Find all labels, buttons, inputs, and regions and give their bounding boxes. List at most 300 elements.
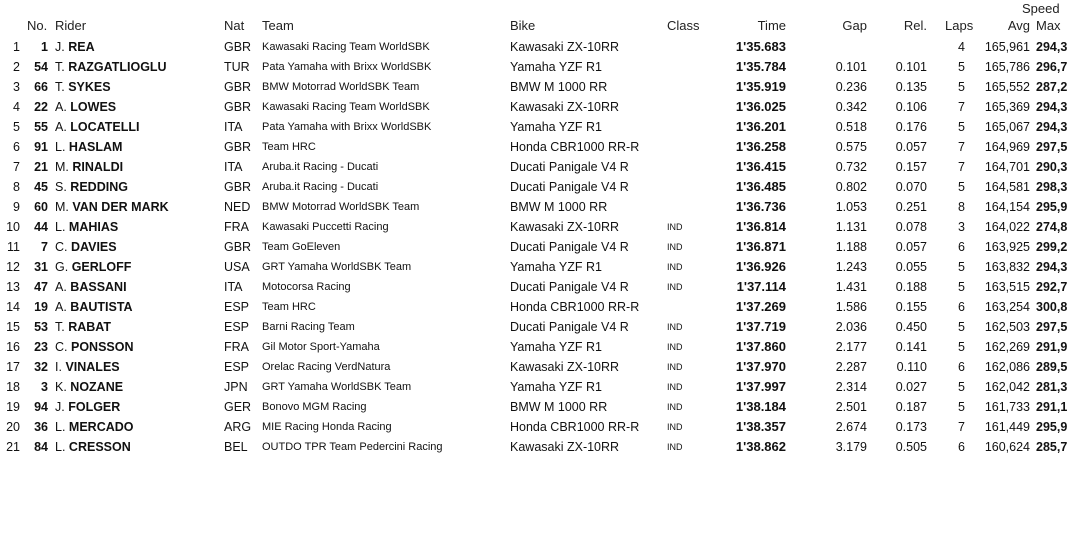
cell-team: Gil Motor Sport-Yamaha [262,341,380,353]
rider-initial: C. [55,340,68,354]
cell-gap: 1.053 [835,200,867,214]
cell-pos: 21 [6,440,20,454]
cell-time: 1'36.485 [735,179,786,194]
rider-initial: K. [55,380,67,394]
cell-rider [55,357,120,377]
cell-laps: 5 [958,260,965,274]
cell-bike: Yamaha YZF R1 [510,260,602,274]
cell-avg: 163,925 [984,240,1030,254]
cell-gap: 2.501 [835,400,867,414]
cell-time: 1'37.860 [735,339,786,354]
cell-gap: 0.518 [835,120,867,134]
cell-no: 21 [34,160,48,174]
table-row [0,157,1080,177]
cell-team: GRT Yamaha WorldSBK Team [262,381,412,393]
table-row [0,237,1080,257]
cell-rider [55,37,95,57]
rider-initial: S. [55,180,67,194]
cell-rider [55,277,127,297]
col-time: Time [757,18,786,33]
cell-avg: 162,086 [984,360,1030,374]
rider-surname: RABAT [68,320,112,334]
cell-no: 54 [34,60,48,74]
cell-time: 1'37.970 [735,359,786,374]
rider-surname: MERCADO [68,420,134,434]
cell-nat: GBR [224,40,252,54]
rider-surname: NOZANE [70,380,124,394]
cell-bike: Kawasaki ZX-10RR [510,40,620,54]
cell-team: Team HRC [262,301,316,313]
cell-no: 47 [34,280,48,294]
table-row [0,137,1080,157]
rider-surname: PONSSON [70,340,134,354]
cell-rider [55,437,131,457]
cell-no: 23 [34,340,48,354]
cell-avg: 163,254 [984,300,1030,314]
cell-gap: 1.188 [835,240,867,254]
cell-max: 300,8 [1036,300,1068,314]
col-gap: Gap [842,18,867,33]
cell-bike: Honda CBR1000 RR-R [510,300,640,314]
cell-rel: 0.078 [895,220,927,234]
speed-header: Speed [1022,1,1060,16]
cell-rider [55,197,169,217]
cell-time: 1'35.919 [735,79,786,94]
cell-no: 1 [41,40,48,54]
cell-team: Team GoEleven [262,241,341,253]
cell-rider [55,377,123,397]
cell-nat: GBR [224,80,252,94]
cell-class: IND [667,402,683,412]
cell-max: 297,5 [1036,140,1068,154]
cell-team: Kawasaki Puccetti Racing [262,221,389,233]
cell-rel: 0.055 [895,260,927,274]
cell-pos: 17 [6,360,20,374]
cell-time: 1'38.862 [735,439,786,454]
cell-bike: Yamaha YZF R1 [510,60,602,74]
rider-surname: LOCATELLI [70,120,140,134]
cell-pos: 3 [13,80,20,94]
cell-no: 55 [34,120,48,134]
cell-max: 295,9 [1036,420,1068,434]
cell-laps: 7 [958,160,965,174]
cell-team: Team HRC [262,141,316,153]
cell-gap: 1.243 [835,260,867,274]
cell-pos: 4 [13,100,20,114]
rider-initial: I. [55,360,62,374]
cell-pos: 15 [6,320,20,334]
cell-avg: 165,369 [984,100,1030,114]
cell-rider [55,417,134,437]
rider-surname: VINALES [65,360,120,374]
table-row [0,257,1080,277]
cell-nat: GBR [224,140,252,154]
cell-nat: GBR [224,240,252,254]
cell-gap: 1.131 [835,220,867,234]
cell-pos: 16 [6,340,20,354]
cell-rider [55,337,134,357]
cell-pos: 20 [6,420,20,434]
cell-avg: 164,969 [984,140,1030,154]
cell-laps: 5 [958,80,965,94]
table-row [0,317,1080,337]
cell-team: BMW Motorrad WorldSBK Team [262,81,420,93]
col-avg: Avg [1007,18,1030,33]
cell-laps: 6 [958,440,965,454]
cell-nat: FRA [224,340,249,354]
rider-surname: RINALDI [72,160,124,174]
cell-avg: 161,733 [984,400,1030,414]
cell-laps: 5 [958,60,965,74]
cell-pos: 19 [6,400,20,414]
cell-team: Aruba.it Racing - Ducati [262,161,379,173]
cell-bike: Ducati Panigale V4 R [510,180,629,194]
cell-bike: Kawasaki ZX-10RR [510,100,620,114]
cell-rel: 0.155 [895,300,927,314]
cell-laps: 3 [958,220,965,234]
table-row [0,97,1080,117]
table-row [0,297,1080,317]
cell-max: 281,3 [1036,380,1068,394]
cell-pos: 1 [13,40,20,54]
rider-initial: L. [55,420,66,434]
cell-laps: 6 [958,240,965,254]
cell-nat: GER [224,400,252,414]
cell-team: Orelac Racing VerdNatura [262,361,391,373]
cell-rider [55,397,120,417]
cell-class: IND [667,262,683,272]
rider-initial: A. [55,120,67,134]
cell-team: Motocorsa Racing [262,281,351,293]
cell-rel: 0.187 [895,400,927,414]
rider-initial: T. [55,60,65,74]
cell-laps: 5 [958,380,965,394]
cell-gap: 2.314 [835,380,867,394]
cell-bike: Ducati Panigale V4 R [510,240,629,254]
cell-rel: 0.188 [895,280,927,294]
cell-nat: GBR [224,100,252,114]
cell-team: Barni Racing Team [262,321,355,333]
rider-surname: BAUTISTA [70,300,133,314]
cell-bike: Ducati Panigale V4 R [510,280,629,294]
cell-max: 294,3 [1036,40,1068,54]
cell-laps: 7 [958,420,965,434]
cell-rider [55,157,123,177]
cell-rel: 0.141 [895,340,927,354]
cell-class: IND [667,242,683,252]
cell-avg: 161,449 [984,420,1030,434]
cell-time: 1'35.784 [735,59,786,74]
rider-surname: REA [68,40,95,54]
cell-pos: 7 [13,160,20,174]
cell-laps: 6 [958,360,965,374]
cell-max: 298,3 [1036,180,1068,194]
cell-rel: 0.101 [895,60,927,74]
cell-no: 19 [34,300,48,314]
cell-nat: FRA [224,220,249,234]
cell-nat: JPN [224,380,248,394]
cell-pos: 11 [7,240,20,254]
cell-gap: 0.236 [835,80,867,94]
cell-laps: 4 [958,40,965,54]
cell-no: 53 [34,320,48,334]
table-row [0,117,1080,137]
cell-avg: 162,269 [984,340,1030,354]
col-nat: Nat [224,18,245,33]
cell-avg: 165,552 [984,80,1030,94]
rider-initial: T. [55,320,65,334]
table-row [0,177,1080,197]
cell-avg: 162,042 [984,380,1030,394]
col-max: Max [1036,18,1061,33]
cell-nat: ESP [224,360,250,374]
cell-gap: 0.732 [835,160,867,174]
cell-avg: 164,022 [984,220,1030,234]
cell-avg: 162,503 [984,320,1030,334]
cell-time: 1'36.871 [735,239,786,254]
rider-initial: A. [55,100,67,114]
cell-no: 45 [34,180,48,194]
cell-class: IND [667,422,683,432]
cell-bike: BMW M 1000 RR [510,200,608,214]
col-team: Team [262,18,294,33]
cell-gap: 1.431 [835,280,867,294]
rider-initial: L. [55,140,66,154]
table-row [0,357,1080,377]
cell-nat: ITA [224,160,243,174]
cell-rel: 0.135 [895,80,927,94]
cell-no: 36 [34,420,48,434]
cell-rel: 0.450 [895,320,927,334]
cell-pos: 2 [13,60,20,74]
cell-rider [55,217,118,237]
rider-initial: L. [55,440,66,454]
cell-rel: 0.110 [896,360,927,374]
cell-team: Aruba.it Racing - Ducati [262,181,379,193]
cell-bike: Honda CBR1000 RR-R [510,420,640,434]
col-rider: Rider [55,18,87,33]
cell-time: 1'36.814 [735,219,786,234]
cell-time: 1'36.736 [735,199,786,214]
cell-avg: 163,832 [984,260,1030,274]
cell-max: 285,7 [1036,440,1068,454]
col-class: Class [667,18,700,33]
cell-pos: 10 [6,220,20,234]
rider-initial: C. [55,240,68,254]
cell-max: 296,7 [1036,60,1068,74]
cell-nat: USA [224,260,250,274]
rider-initial: J. [55,40,65,54]
cell-gap: 1.586 [835,300,867,314]
cell-rel: 0.176 [895,120,927,134]
cell-gap: 0.575 [835,140,867,154]
cell-time: 1'37.269 [735,299,786,314]
cell-gap: 2.177 [835,340,867,354]
cell-max: 294,3 [1036,100,1068,114]
cell-team: Kawasaki Racing Team WorldSBK [262,101,430,113]
cell-avg: 164,701 [984,160,1030,174]
cell-class: IND [667,222,683,232]
cell-bike: Yamaha YZF R1 [510,120,602,134]
cell-max: 274,8 [1036,220,1068,234]
cell-time: 1'36.025 [735,99,786,114]
cell-rider [55,257,131,277]
cell-rel: 0.106 [895,100,927,114]
cell-max: 291,1 [1036,400,1068,414]
cell-gap: 2.674 [835,420,867,434]
cell-time: 1'36.926 [735,259,786,274]
cell-laps: 5 [958,120,965,134]
cell-avg: 165,786 [984,60,1030,74]
cell-laps: 5 [958,340,965,354]
cell-rel: 0.251 [895,200,927,214]
cell-rider [55,317,111,337]
table-row [0,377,1080,397]
cell-no: 60 [34,200,48,214]
cell-nat: NED [224,200,251,214]
col-laps: Laps [945,18,974,33]
rider-surname: SYKES [68,80,111,94]
cell-laps: 5 [958,400,965,414]
cell-no: 7 [41,240,48,254]
rider-surname: FOLGER [68,400,121,414]
table-row [0,337,1080,357]
rider-surname: CRESSON [68,440,131,454]
cell-bike: Yamaha YZF R1 [510,340,602,354]
cell-rel: 0.027 [895,380,927,394]
cell-max: 294,3 [1036,260,1068,274]
cell-time: 1'36.201 [735,119,786,134]
cell-pos: 13 [6,280,20,294]
cell-bike: Yamaha YZF R1 [510,380,602,394]
cell-gap: 0.802 [835,180,867,194]
cell-time: 1'36.258 [735,139,786,154]
cell-laps: 6 [958,300,965,314]
rider-surname: RAZGATLIOGLU [68,60,167,74]
cell-nat: TUR [224,60,250,74]
cell-gap: 0.101 [835,60,867,74]
cell-max: 297,5 [1036,320,1068,334]
cell-pos: 5 [13,120,20,134]
cell-gap: 2.287 [835,360,867,374]
cell-no: 22 [34,100,48,114]
cell-rel: 0.173 [895,420,927,434]
cell-rider [55,237,117,257]
cell-bike: Honda CBR1000 RR-R [510,140,640,154]
cell-time: 1'38.357 [735,419,786,434]
cell-team: Kawasaki Racing Team WorldSBK [262,41,430,53]
cell-no: 31 [34,260,48,274]
cell-nat: ESP [224,320,250,334]
cell-pos: 12 [6,260,20,274]
rider-surname: BASSANI [70,280,127,294]
rider-surname: MAHIAS [68,220,119,234]
cell-no: 44 [34,220,48,234]
cell-bike: Ducati Panigale V4 R [510,320,629,334]
table-row [0,277,1080,297]
cell-time: 1'35.683 [735,39,786,54]
cell-class: IND [667,282,683,292]
rider-initial: L. [55,220,66,234]
table-row [0,57,1080,77]
cell-bike: Kawasaki ZX-10RR [510,440,620,454]
rider-initial: A. [55,300,67,314]
cell-bike: Kawasaki ZX-10RR [510,360,620,374]
rider-surname: DAVIES [70,240,117,254]
rider-initial: G. [55,260,69,274]
cell-time: 1'38.184 [735,399,786,414]
col-bike: Bike [510,18,536,33]
cell-max: 291,9 [1036,340,1068,354]
rider-surname: LOWES [70,100,117,114]
cell-rel: 0.057 [895,140,927,154]
cell-laps: 8 [958,200,965,214]
rider-surname: HASLAM [68,140,123,154]
cell-max: 290,3 [1036,160,1068,174]
cell-gap: 0.342 [835,100,867,114]
cell-pos: 18 [6,380,20,394]
column-header-row [0,16,1080,36]
cell-avg: 165,067 [984,120,1030,134]
cell-time: 1'37.114 [736,279,786,294]
table-row [0,437,1080,457]
cell-nat: ITA [224,280,243,294]
cell-gap: 3.179 [835,440,867,454]
cell-rel: 0.057 [895,240,927,254]
cell-no: 91 [34,140,48,154]
cell-rider [55,117,140,137]
cell-laps: 5 [958,280,965,294]
cell-rel: 0.070 [895,180,927,194]
cell-rider [55,97,116,117]
cell-rider [55,177,128,197]
cell-team: Bonovo MGM Racing [262,401,367,413]
cell-team: Pata Yamaha with Brixx WorldSBK [262,61,432,73]
cell-time: 1'37.997 [735,379,786,394]
table-row [0,77,1080,97]
cell-avg: 164,581 [984,180,1030,194]
cell-time: 1'37.719 [735,319,786,334]
cell-class: IND [667,342,683,352]
cell-laps: 7 [958,100,965,114]
cell-bike: BMW M 1000 RR [510,400,608,414]
cell-class: IND [667,322,683,332]
cell-gap: 2.036 [835,320,867,334]
cell-max: 289,5 [1036,360,1068,374]
table-row [0,197,1080,217]
rider-initial: M. [55,200,69,214]
cell-team: Pata Yamaha with Brixx WorldSBK [262,121,432,133]
cell-class: IND [667,442,683,452]
rider-surname: REDDING [70,180,128,194]
rider-initial: T. [55,80,65,94]
cell-no: 84 [34,440,48,454]
cell-nat: GBR [224,180,252,194]
col-rel: Rel. [903,18,927,33]
table-row [0,397,1080,417]
cell-class: IND [667,362,683,372]
cell-rider [55,57,167,77]
cell-team: OUTDO TPR Team Pedercini Racing [262,441,443,453]
table-row [0,37,1080,57]
cell-no: 66 [34,80,48,94]
rider-initial: A. [55,280,67,294]
cell-rider [55,297,133,317]
cell-bike: BMW M 1000 RR [510,80,608,94]
cell-laps: 5 [958,320,965,334]
cell-pos: 9 [13,200,20,214]
cell-avg: 164,154 [984,200,1030,214]
